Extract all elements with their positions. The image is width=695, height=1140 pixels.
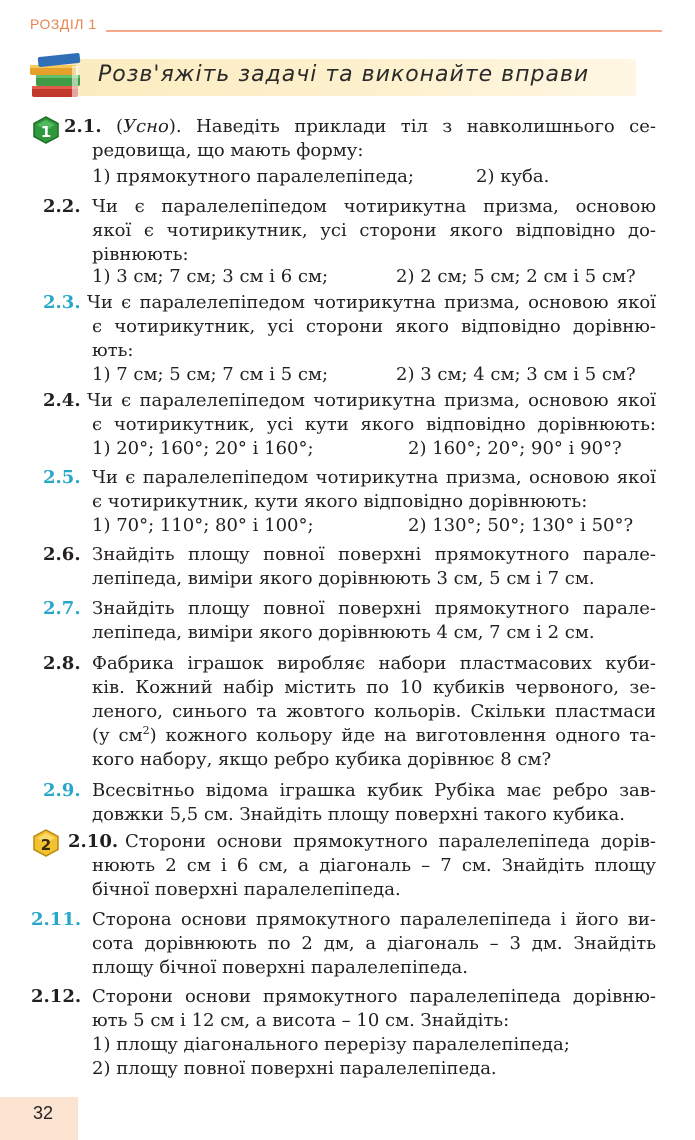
- option-1: 1) прямокутного паралелепіпеда;: [92, 166, 414, 187]
- problem-2-11-line-3: площу бічної поверхні паралелепіпеда.: [92, 957, 468, 978]
- option-1: 1) 70°; 110°; 80° і 100°;: [92, 515, 314, 536]
- superscript: 2: [142, 724, 150, 737]
- option-1: 1) 20°; 160°; 20° і 160°;: [92, 438, 314, 459]
- problem-2-9-line-1: Всесвітньо відома іграшка кубик Рубіка має ребро зав-: [92, 780, 656, 801]
- problem-2-12-line-2: ють 5 см і 12 см, а висота – 10 см. Знайдіть:: [92, 1010, 510, 1031]
- problem-2-8-line-2: ків. Кожний набір містить по 10 кубиків червоного, зе-: [92, 677, 656, 698]
- problem-number: 2.10.: [68, 831, 119, 852]
- problem-2-8-line-5: кого набору, якщо ребро кубика дорівнює 8 см?: [92, 749, 552, 770]
- problem-number: 2.6.: [43, 544, 81, 565]
- option-2: 2) 160°; 20°; 90° і 90°?: [408, 438, 622, 459]
- problem-2-6-line-2: лепіпеда, виміри якого дорівнюють 3 см, 5 см і 7 см.: [92, 568, 595, 589]
- option-1: 1) 3 см; 7 см; 3 см і 6 см;: [92, 266, 329, 287]
- option-2: 2) 130°; 50°; 130° і 50°?: [408, 515, 634, 536]
- level-1-icon: [32, 116, 60, 144]
- problem-number: 2.5.: [43, 467, 81, 488]
- option-2: 2) 2 см; 5 см; 2 см і 5 см?: [396, 266, 636, 287]
- problem-2-9-line-2: довжки 5,5 см. Знайдіть площу поверхні такого кубика.: [92, 804, 625, 825]
- problem-2-7-line-1: Знайдіть площу повної поверхні прямокутного парале-: [92, 598, 656, 619]
- books-icon: [28, 52, 90, 100]
- problem-2-10-line-2: нюють 2 см і 6 см, а діагональ – 7 см. Знайдіть площу: [92, 855, 656, 876]
- problem-2-8-line-3: леного, синього та жовтого кольорів. Скільки пластмаси: [92, 701, 656, 722]
- problem-number: 2.8.: [43, 653, 81, 674]
- level-1-number: 1: [40, 123, 52, 141]
- problem-2-1-line-1: (Усно). Наведіть приклади тіл з навколишнього се-: [116, 116, 656, 137]
- oral-mode: Усно: [123, 116, 169, 137]
- problem-2-12-line-1: Сторони основи прямокутного паралелепіпеда дорівню-: [92, 986, 656, 1007]
- problem-number: 2.3.: [43, 292, 81, 313]
- problem-2-10-line-3: бічної поверхні паралелепіпеда.: [92, 879, 401, 900]
- problem-2-5-line-2: є чотирикутник, кути якого відповідно дорівнюють:: [92, 491, 588, 512]
- level-2-icon: [32, 829, 60, 857]
- problem-2-3-line-2: є чотирикутник, усі сторони якого відповідно дорівню-: [92, 316, 656, 337]
- option-2: 2) 3 см; 4 см; 3 см і 5 см?: [396, 364, 636, 385]
- problem-2-4-line-1: Чи є паралелепіпедом чотирикутна призма, основою якої: [87, 390, 656, 411]
- problem-2-11-line-1: Сторона основи прямокутного паралелепіпеда і його ви-: [92, 909, 656, 930]
- problem-2-2-line-3: рівнюють:: [92, 244, 189, 265]
- problem-2-10-line-1: Сторони основи прямокутного паралелепіпеда дорів-: [125, 831, 656, 852]
- problem-number: 2.12.: [31, 986, 82, 1007]
- problem-2-8-line-4: (у $см^2$) кожного кольору йде на виготовлення одного та-: [92, 724, 656, 746]
- problem-2-5-line-1: Чи є паралелепіпедом чотирикутна призма, основою якої: [92, 467, 656, 488]
- problem-number: 2.1.: [64, 116, 102, 137]
- problem-2-8-line-1: Фабрика іграшок виробляє набори пластмасових куби-: [92, 653, 656, 674]
- problem-2-6-line-1: Знайдіть площу повної поверхні прямокутного парале-: [92, 544, 656, 565]
- section-label: РОЗДІЛ 1: [30, 16, 97, 32]
- option-2: 2) куба.: [476, 166, 550, 187]
- problem-2-3-line-1: Чи є паралелепіпедом чотирикутна призма, основою якої: [87, 292, 656, 313]
- problem-number: 2.9.: [43, 780, 81, 801]
- banner-title: Розв'яжіть задачі та виконайте вправи: [98, 62, 590, 87]
- problem-number: 2.4.: [43, 390, 81, 411]
- problem-2-3-line-3: ють:: [92, 340, 134, 361]
- problem-2-4-line-2: є чотирикутник, усі кути якого відповідно дорівнюють:: [92, 414, 656, 435]
- section-divider: [106, 30, 662, 32]
- problem-2-11-line-2: сота дорівнюють по 2 дм, а діагональ – 3 дм. Знайдіть: [92, 933, 656, 954]
- problem-number: 2.7.: [43, 598, 81, 619]
- level-2-number: 2: [40, 836, 52, 854]
- problem-2-7-line-2: лепіпеда, виміри якого дорівнюють 4 см, 7 см і 2 см.: [92, 622, 595, 643]
- page-number: 32: [33, 1103, 54, 1123]
- problem-2-2-line-2: якої є чотирикутник, усі сторони якого відповідно до-: [92, 220, 656, 241]
- problem-2-2-line-1: Чи є паралелепіпедом чотирикутна призма, основою: [92, 196, 656, 217]
- option-2: 2) площу повної поверхні паралелепіпеда.: [92, 1058, 497, 1079]
- problem-2-1-line-2: редовища, що мають форму:: [92, 140, 364, 161]
- problem-number: 2.2.: [43, 196, 81, 217]
- option-1: 1) площу діагонального перерізу паралелепіпеда;: [92, 1034, 570, 1055]
- option-1: 1) 7 см; 5 см; 7 см і 5 см;: [92, 364, 329, 385]
- problem-number: 2.11.: [31, 909, 82, 930]
